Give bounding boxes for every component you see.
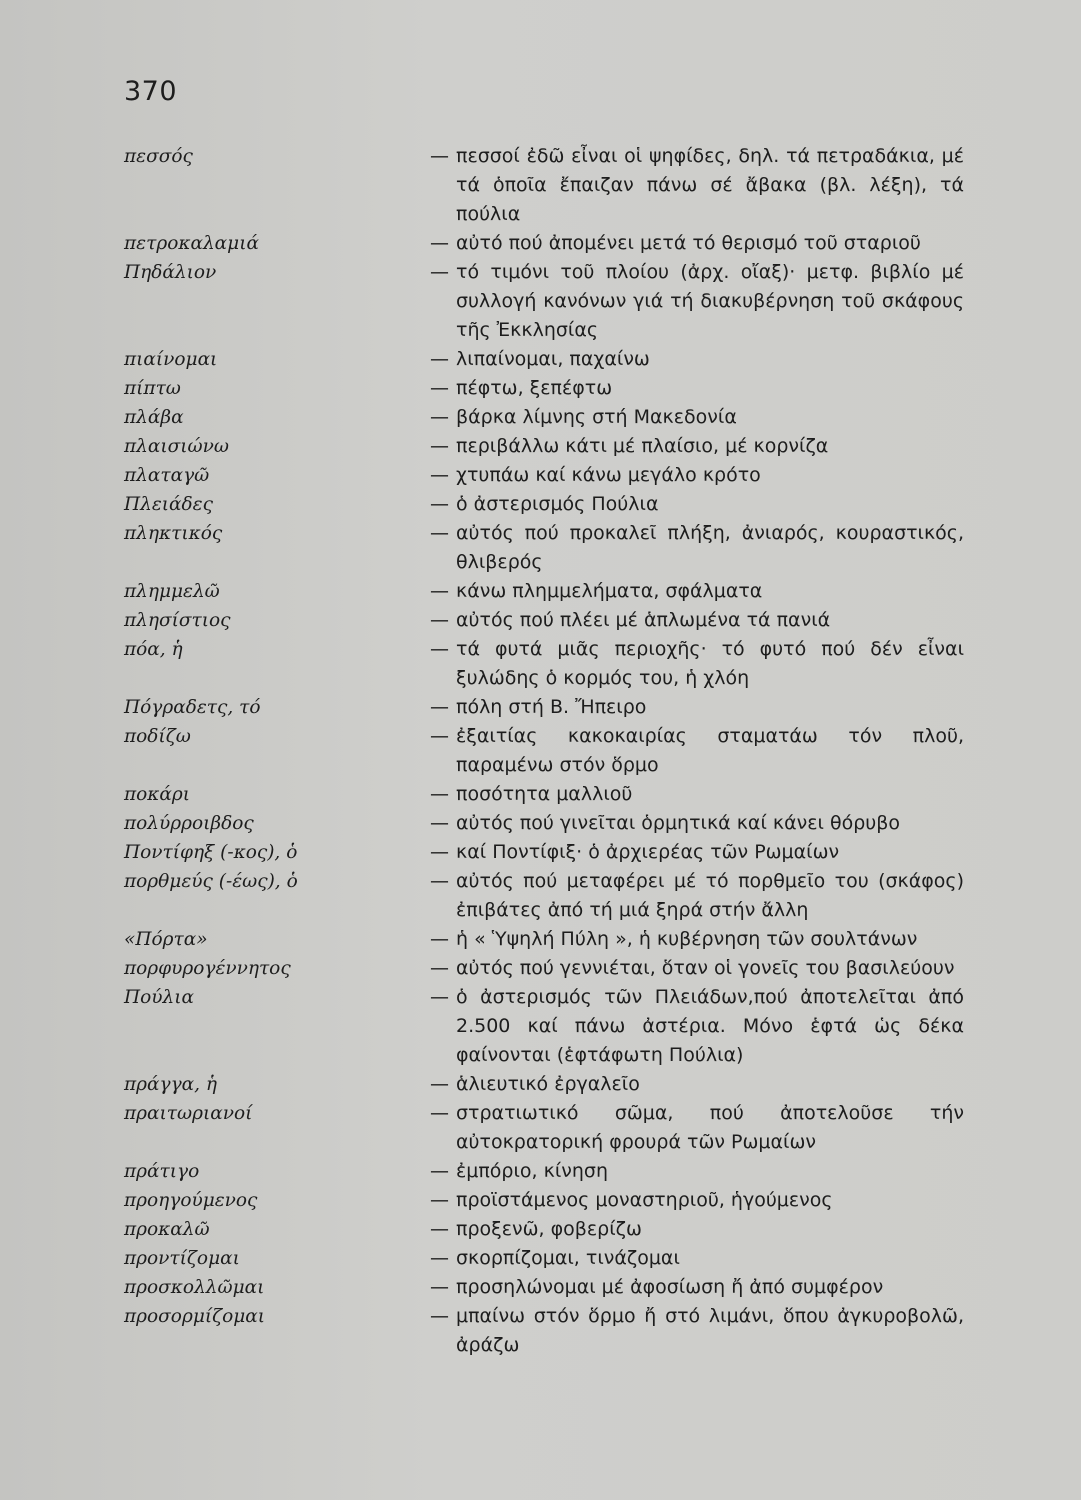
glossary-entry (124, 983, 964, 1070)
glossary-entry (124, 229, 964, 258)
glossary-entry (124, 1099, 964, 1157)
entry-definition: — ἐμπόριο, κίνηση (424, 1157, 964, 1186)
entry-definition: — ὁ ἀστερισμός τῶν Πλειάδων,πού ἀποτελεῖται ἀπό 2.500 καί πάνω ἀστέρια. Μόνο ἑφτά ὡς δέκα φαίνονται (ἑφτάφωτη Πούλια) (424, 983, 964, 1070)
entry-term: πολύρροιβδος (124, 813, 254, 834)
entry-definition: — αὐτό πού ἀπομένει μετά τό θερισμό τοῦ σταριοῦ (424, 229, 964, 258)
glossary-entry (124, 374, 964, 403)
entry-definition: — λιπαίνομαι, παχαίνω (424, 345, 964, 374)
glossary-entry (124, 954, 964, 983)
glossary-entry (124, 809, 964, 838)
entry-definition: — ἐξαιτίας κακοκαιρίας σταματάω τόν πλοῦ, παραμένω στόν ὅρμο (424, 722, 964, 780)
entry-term: Πλειάδες (124, 494, 213, 515)
entry-term: πράτιγο (124, 1161, 200, 1182)
entry-term: προσορμίζομαι (124, 1306, 266, 1327)
entry-definition: — ἡ « Ὑψηλή Πύλη », ἡ κυβέρνηση τῶν σουλτάνων (424, 925, 964, 954)
glossary-entry (124, 635, 964, 693)
glossary-entry (124, 1302, 964, 1360)
entry-definition: — ποσότητα μαλλιοῦ (424, 780, 964, 809)
entry-definition: — περιβάλλω κάτι μέ πλαίσιο, μέ κορνίζα (424, 432, 964, 461)
glossary-entry (124, 519, 964, 577)
entry-term: ποκάρι (124, 784, 191, 805)
entry-definition: — πόλη στή Β. Ἤπειρο (424, 693, 964, 722)
entry-definition: — προσηλώνομαι μέ ἀφοσίωση ἤ ἀπό συμφέρον (424, 1273, 964, 1302)
glossary-entry (124, 461, 964, 490)
entry-definition: — πεσσοί ἐδῶ εἶναι οἱ ψηφίδες, δηλ. τά πετραδάκια, μέ τά ὁποῖα ἔπαιζαν πάνω σέ ἄβακα (βλ. λέξη), τά πούλια (424, 142, 964, 229)
entry-definition: — στρατιωτικό σῶμα, πού ἀποτελοῦσε τήν αὐτοκρατορική φρουρά τῶν Ρωμαίων (424, 1099, 964, 1157)
entry-definition: — αὐτός πού γεννιέται, ὅταν οἱ γονεῖς του βασιλεύουν (424, 954, 964, 983)
glossary-entry (124, 693, 964, 722)
entry-definition: — τά φυτά μιᾶς περιοχῆς· τό φυτό πού δέν εἶναι ξυλώδης ὁ κορμός του, ἡ χλόη (424, 635, 964, 693)
glossary-entry (124, 1157, 964, 1186)
entry-definition: — βάρκα λίμνης στή Μακεδονία (424, 403, 964, 432)
glossary-entry (124, 577, 964, 606)
page-number: 370 (124, 76, 178, 107)
entry-definition: — προξενῶ, φοβερίζω (424, 1215, 964, 1244)
entry-term: Πούλια (124, 987, 194, 1008)
entry-term: πιαίνομαι (124, 349, 218, 370)
glossary-entry (124, 780, 964, 809)
glossary-entry (124, 606, 964, 635)
glossary-entry (124, 345, 964, 374)
entry-term: πληκτικός (124, 523, 223, 544)
glossary-entry (124, 1186, 964, 1215)
entry-definition: — κάνω πλημμελήματα, σφάλματα (424, 577, 964, 606)
glossary-entry (124, 925, 964, 954)
entry-definition: — αὐτός πού προκαλεῖ πλήξη, ἀνιαρός, κουραστικός, θλιβερός (424, 519, 964, 577)
entry-term: πίπτω (124, 378, 181, 399)
entry-term: πορφυρογέννητος (124, 958, 291, 979)
entry-definition: — τό τιμόνι τοῦ πλοίου (ἀρχ. οἴαξ)· μετφ. βιβλίο μέ συλλογή κανόνων γιά τή διακυβέρνηση τοῦ σκάφους τῆς Ἐκκλησίας (424, 258, 964, 345)
entry-term: πετροκαλαμιά (124, 233, 259, 254)
glossary-entry (124, 490, 964, 519)
glossary-entry (124, 1070, 964, 1099)
glossary-entry (124, 1273, 964, 1302)
entry-definition: — αὐτός πού μεταφέρει μέ τό πορθμεῖο του (σκάφος) ἐπιβάτες ἀπό τή μιά ξηρά στήν ἄλλη (424, 867, 964, 925)
entry-term: πραιτωριανοί (124, 1103, 253, 1124)
entry-term: πράγγα, ἡ (124, 1074, 217, 1095)
glossary-entry (124, 1244, 964, 1273)
entry-definition: — καί Ποντίφιξ· ὁ ἀρχιερέας τῶν Ρωμαίων (424, 838, 964, 867)
entry-definition: — αὐτός πού γινεῖται ὁρμητικά καί κάνει θόρυβο (424, 809, 964, 838)
entry-term: προσκολλῶμαι (124, 1277, 265, 1298)
glossary-entry (124, 258, 964, 345)
entry-term: πλαισιώνω (124, 436, 229, 457)
entry-term: προντίζομαι (124, 1248, 240, 1269)
entry-term: πλημμελῶ (124, 581, 220, 602)
entry-term: πλαταγῶ (124, 465, 210, 486)
glossary-entry (124, 403, 964, 432)
entry-definition: — χτυπάω καί κάνω μεγάλο κρότο (424, 461, 964, 490)
glossary-entry (124, 867, 964, 925)
entry-term: «Πόρτα» (124, 929, 208, 950)
entry-definition: — πέφτω, ξεπέφτω (424, 374, 964, 403)
entry-term: Πόγραδετς, τό (124, 697, 261, 718)
entry-definition: — αὐτός πού πλέει μέ ἁπλωμένα τά πανιά (424, 606, 964, 635)
entry-definition: — προϊστάμενος μοναστηριοῦ, ἡγούμενος (424, 1186, 964, 1215)
entry-term: πορθμεύς (-έως), ὁ (124, 871, 298, 892)
glossary-list (124, 142, 964, 1360)
entry-term: ποδίζω (124, 726, 191, 747)
entry-definition: — ὁ ἀστερισμός Πούλια (424, 490, 964, 519)
glossary-entry (124, 722, 964, 780)
entry-definition: — ἁλιευτικό ἐργαλεῖο (424, 1070, 964, 1099)
glossary-entry (124, 142, 964, 229)
entry-term: Ποντίφηξ (-κος), ὁ (124, 842, 298, 863)
entry-term: πλάβα (124, 407, 184, 428)
entry-term: Πηδάλιον (124, 262, 217, 283)
entry-definition: — μπαίνω στόν ὅρμο ἤ στό λιμάνι, ὅπου ἀγκυροβολῶ, ἀράζω (424, 1302, 964, 1360)
glossary-entry (124, 838, 964, 867)
entry-term: πεσσός (124, 146, 193, 167)
entry-term: πλησίστιος (124, 610, 231, 631)
entry-term: προηγούμενος (124, 1190, 258, 1211)
entry-definition: — σκορπίζομαι, τινάζομαι (424, 1244, 964, 1273)
glossary-entry (124, 432, 964, 461)
glossary-entry (124, 1215, 964, 1244)
entry-term: προκαλῶ (124, 1219, 210, 1240)
entry-term: πόα, ἡ (124, 639, 183, 660)
